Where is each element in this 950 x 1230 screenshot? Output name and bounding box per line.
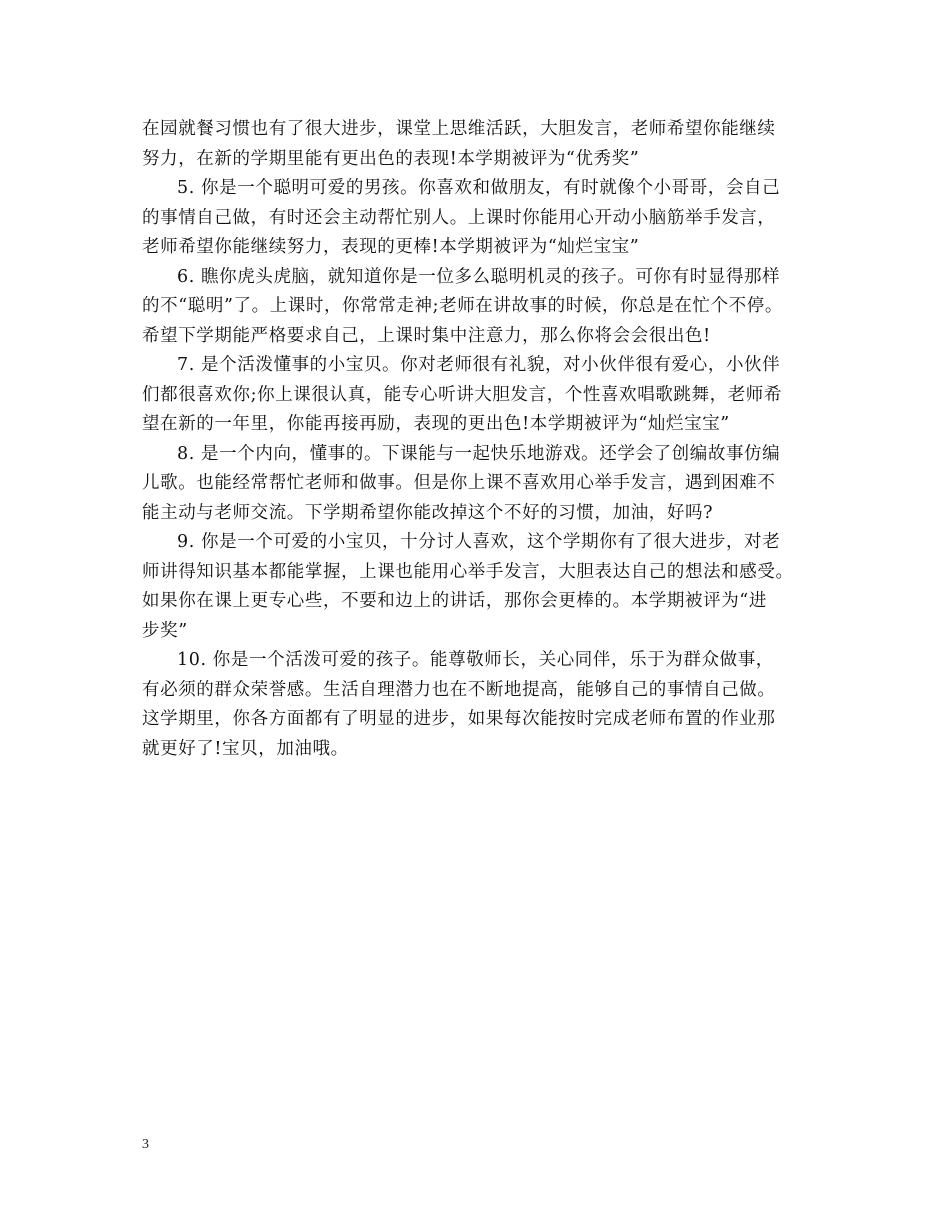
text-line: 能主动与老师交流。下学期希望你能改掉这个不好的习惯，加油，好吗? xyxy=(142,502,714,523)
text-line: 望在新的一年里，你能再接再励，表现的更出色!本学期被评为“灿烂宝宝” xyxy=(142,414,730,434)
paragraph-8 xyxy=(142,440,832,529)
text-line: 5. 你是一个聪明可爱的男孩。你喜欢和做朋友，有时就像个小哥哥，会自己 xyxy=(177,178,781,198)
text-line: 10. 你是一个活泼可爱的孩子。能尊敬师长，关心同伴，乐于为群众做事， xyxy=(177,650,774,670)
text-line: 儿歌。也能经常帮忙老师和做事。但是你上课不喜欢用心举手发言，遇到困难不 xyxy=(142,473,776,493)
text-line: 老师希望你能继续努力，表现的更棒!本学期被评为“灿烂宝宝” xyxy=(142,237,640,257)
paragraph-4-continued xyxy=(142,115,832,174)
text-line: 就更好了!宝贝，加油哦。 xyxy=(142,738,349,759)
page-number: 3 xyxy=(142,1137,149,1152)
paragraph-9 xyxy=(142,528,832,646)
paragraph-6 xyxy=(142,263,832,352)
text-line: 7. 是个活泼懂事的小宝贝。你对老师很有礼貌，对小伙伴很有爱心，小伙伴 xyxy=(177,355,781,375)
text-line: 如果你在课上更专心些，不要和边上的讲话，那你会更棒的。本学期被评为“进 xyxy=(142,591,767,611)
text-line: 6. 瞧你虎头虎脑，就知道你是一位多么聪明机灵的孩子。可你有时显得那样 xyxy=(177,266,781,287)
text-line: 努力，在新的学期里能有更出色的表现!本学期被评为“优秀奖” xyxy=(142,148,640,169)
paragraph-7 xyxy=(142,351,832,440)
text-line: 这学期里，你各方面都有了明显的进步，如果每次能按时完成老师布置的作业那 xyxy=(142,709,776,729)
text-line: 的事情自己做，有时还会主动帮忙别人。上课时你能用心开动小脑筋举手发言， xyxy=(142,207,776,228)
text-line: 9. 你是一个可爱的小宝贝，十分讨人喜欢，这个学期你有了很大进步，对老 xyxy=(177,532,781,552)
text-line: 们都很喜欢你;你上课很认真，能专心听讲大胆发言，个性喜欢唱歌跳舞，老师希 xyxy=(142,384,782,405)
text-line: 步奖” xyxy=(142,620,188,641)
text-line: 有必须的群众荣誉感。生活自理潜力也在不断地提高，能够自己的事情自己做。 xyxy=(142,679,776,700)
paragraph-5 xyxy=(142,174,832,263)
text-line: 希望下学期能严格要求自己，上课时集中注意力，那么你将会会很出色! xyxy=(142,325,711,346)
paragraph-10 xyxy=(142,646,832,764)
document-body xyxy=(142,115,832,764)
text-line: 师讲得知识基本都能掌握，上课也能用心举手发言，大胆表达自己的想法和感受。 xyxy=(142,561,794,582)
text-line: 的不“聪明”了。上课时，你常常走神;老师在讲故事的时候，你总是在忙个不停。 xyxy=(142,296,783,316)
text-line: 8. 是一个内向，懂事的。下课能与一起快乐地游戏。还学会了创编故事仿编 xyxy=(177,443,781,464)
text-line: 在园就餐习惯也有了很大进步，课堂上思维活跃，大胆发言，老师希望你能继续 xyxy=(142,119,776,139)
